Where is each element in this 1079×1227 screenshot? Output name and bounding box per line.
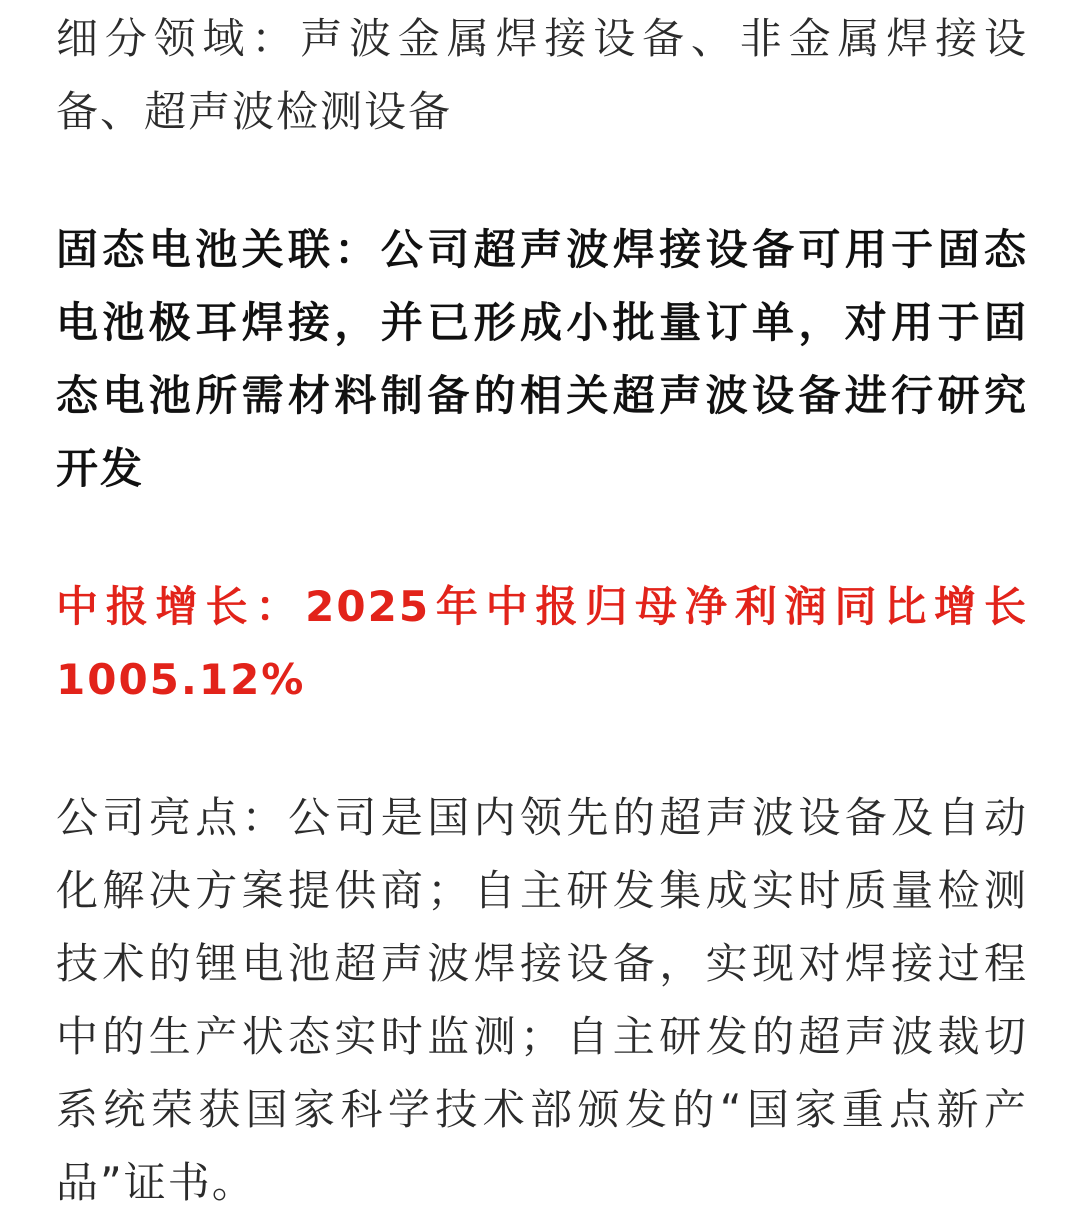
- segment-paragraph: [56, 2, 1028, 148]
- text-line: 中报增长：2025年中报归母净利润同比增长: [56, 582, 1028, 631]
- company-highlights-paragraph: [56, 781, 1028, 1219]
- text-line: 系统荣获国家科学技术部颁发的“国家重点新产: [56, 1085, 1028, 1134]
- text-line: 技术的锂电池超声波焊接设备，实现对焊接过程: [56, 939, 1028, 988]
- text-line: 中的生产状态实时监测；自主研发的超声波裁切: [56, 1012, 1028, 1061]
- interim-report-growth-paragraph: [56, 570, 1028, 716]
- article-body: [56, 2, 1028, 1219]
- text-line: 细分领域：声波金属焊接设备、非金属焊接设: [56, 14, 1028, 63]
- text-line: 备、超声波检测设备: [56, 87, 453, 136]
- solid-state-battery-paragraph: [56, 213, 1028, 505]
- text-line: 品”证书。: [56, 1158, 256, 1207]
- text-line: 电池极耳焊接，并已形成小批量订单，对用于固: [56, 298, 1028, 347]
- text-line: 1005.12%: [56, 655, 306, 704]
- text-line: 开发: [56, 444, 145, 493]
- text-line: 化解决方案提供商；自主研发集成实时质量检测: [56, 866, 1028, 915]
- text-line: 公司亮点：公司是国内领先的超声波设备及自动: [56, 793, 1028, 842]
- text-line: 态电池所需材料制备的相关超声波设备进行研究: [56, 371, 1028, 420]
- text-line: 固态电池关联：公司超声波焊接设备可用于固态: [56, 225, 1028, 274]
